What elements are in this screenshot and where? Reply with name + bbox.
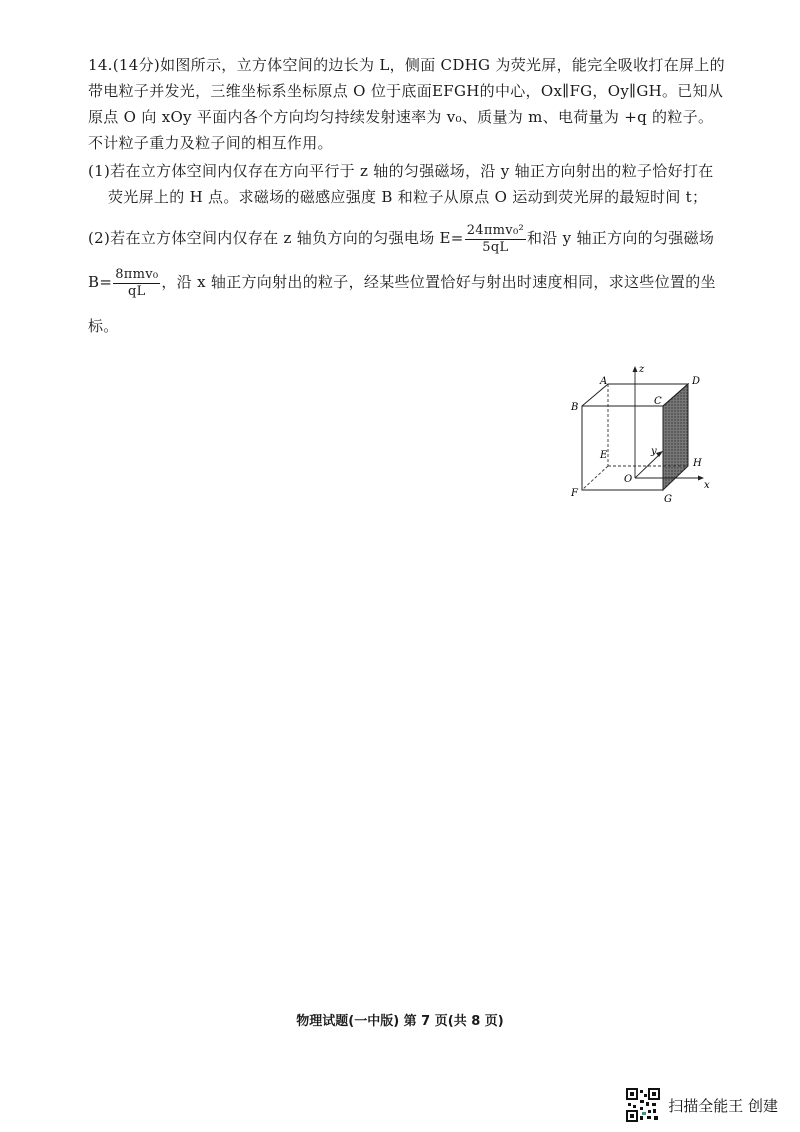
edge-E-F <box>582 466 608 490</box>
fraction-E-denominator: 5qL <box>482 239 509 255</box>
screen-face-CDHG <box>663 384 688 490</box>
qr-code-icon <box>626 1088 660 1122</box>
z-axis-arrow <box>633 366 638 372</box>
fraction-E <box>465 223 526 256</box>
fraction-E-numerator: 24πmv₀² <box>466 222 524 238</box>
label-E: E <box>600 450 608 461</box>
cube-diagram <box>560 362 720 512</box>
scanner-watermark <box>626 1088 778 1122</box>
fraction-B-denominator: qL <box>128 283 146 299</box>
part-2-text-b: 和沿 y 轴正方向的匀强磁场 <box>526 229 715 247</box>
part-1: (1)若在立方体空间内仅存在方向平行于 z 轴的匀强磁场，沿 y 轴正方向射出的粒子恰好打在荧光屏上的 H 点。求磁场的磁感应强度 B 和粒子从原点 O 运动到荧光屏的最短时间 t； <box>88 162 714 206</box>
fraction-B <box>113 267 160 300</box>
part-2 <box>88 216 728 348</box>
watermark-text: 扫描全能王 创建 <box>668 1096 778 1115</box>
label-x: x <box>704 480 710 491</box>
problem-14 <box>88 52 728 348</box>
label-A: A <box>600 376 608 387</box>
label-H: H <box>693 458 702 469</box>
label-G: G <box>664 494 672 505</box>
label-y: y <box>651 446 657 457</box>
page-footer: 物理试题(一中版) 第 7 页(共 8 页) <box>296 1014 504 1029</box>
problem-number: 14. <box>88 56 113 74</box>
label-B: B <box>571 402 579 413</box>
problem-score: (14分) <box>112 56 161 74</box>
problem-intro-text: 如图所示，立方体空间的边长为 L，侧面 CDHG 为荧光屏，能完全吸收打在屏上的带电粒子并发光，三维坐标系坐标原点 O 位于底面EFGH的中心，Ox∥FG，Oy∥GH。已知从原点 O 向 xOy 平面内各个方向均匀持续发射速率为 v₀、质量为 m、电荷量为 +q 的粒子。不计粒子重力及粒子间的相互作用。 <box>88 56 725 152</box>
y-axis-arrow <box>656 451 663 457</box>
part-2-text-c: B= <box>88 273 113 291</box>
label-O: O <box>624 474 633 485</box>
label-F: F <box>571 488 578 499</box>
problem-intro <box>88 52 728 156</box>
label-D: D <box>692 376 701 387</box>
part-2-text-d: ，沿 x 轴正方向射出的粒子，经某些位置恰好与射出时速度相同，求这些位置的坐标。 <box>88 273 716 335</box>
label-z: z <box>639 364 645 375</box>
label-C: C <box>654 396 662 407</box>
fraction-B-numerator: 8πmv₀ <box>115 266 159 282</box>
part-2-text-a: (2)若在立方体空间内仅存在 z 轴负方向的匀强电场 E= <box>88 229 464 247</box>
